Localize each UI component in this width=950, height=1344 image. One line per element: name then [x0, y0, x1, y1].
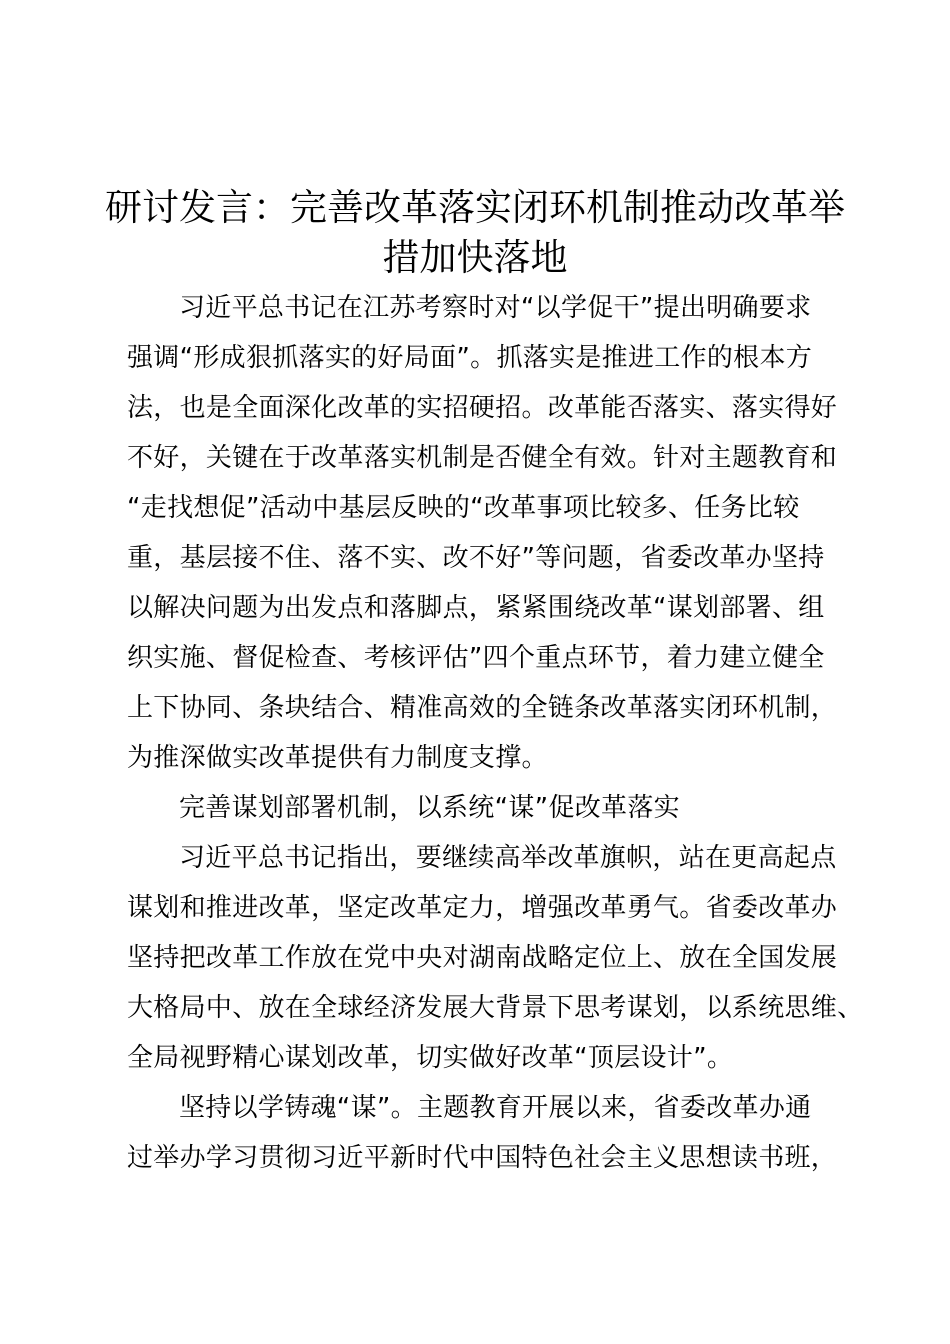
paragraph-section-2	[127, 1083, 838, 1183]
section-heading	[127, 783, 832, 833]
paragraph-line: 坚持把改革工作放在党中央对湖南战略定位上、放在全国发展	[127, 943, 838, 973]
paragraph-line: 谋划和推进改革，坚定改革定力，增强改革勇气。省委改革办	[127, 893, 838, 923]
paragraph-line: 为推深做实改革提供有力制度支撑。	[127, 743, 548, 773]
paragraph-line: 全局视野精心谋划改革，切实做好改革“顶层设计”。	[127, 1043, 734, 1073]
paragraph-line: 习近平总书记在江苏考察时对“以学促干”提出明确要求	[179, 293, 812, 323]
document-title-line-2: 措加快落地	[382, 236, 568, 279]
paragraph-line: 强调“形成狠抓落实的好局面”。抓落实是推进工作的根本方	[127, 343, 813, 373]
paragraph-line: 上下协同、条块结合、精准高效的全链条改革落实闭环机制，	[127, 693, 838, 723]
paragraph-line: 以解决问题为出发点和落脚点，紧紧围绕改革“谋划部署、组	[127, 593, 825, 623]
paragraph-intro	[127, 283, 838, 783]
paragraph-line: 不好，关键在于改革落实机制是否健全有效。针对主题教育和	[127, 443, 838, 473]
paragraph-line: 过举办学习贯彻习近平新时代中国特色社会主义思想读书班，	[127, 1143, 838, 1173]
paragraph-line: 织实施、督促检查、考核评估”四个重点环节，着力建立健全	[127, 643, 825, 673]
paragraph-line: 法，也是全面深化改革的实招硬招。改革能否落实、落实得好	[127, 393, 838, 423]
paragraph-line: 习近平总书记指出，要继续高举改革旗帜，站在更高起点	[179, 843, 837, 873]
paragraph-line: “走找想促”活动中基层反映的“改革事项比较多、任务比较	[127, 493, 800, 523]
document-title-line-1: 研讨发言：完善改革落实闭环机制推动改革举	[105, 186, 845, 229]
document-body	[127, 283, 864, 1183]
paragraph-line: 大格局中、放在全球经济发展大背景下思考谋划，以系统思维、	[127, 993, 864, 1023]
paragraph-line: 重，基层接不住、落不实、改不好”等问题，省委改革办坚持	[127, 543, 825, 573]
section-heading-text: 完善谋划部署机制，以系统“谋”促改革落实	[179, 793, 680, 823]
paragraph-line: 坚持以学铸魂“谋”。主题教育开展以来，省委改革办通	[179, 1093, 812, 1123]
paragraph-section-1	[127, 833, 864, 1083]
